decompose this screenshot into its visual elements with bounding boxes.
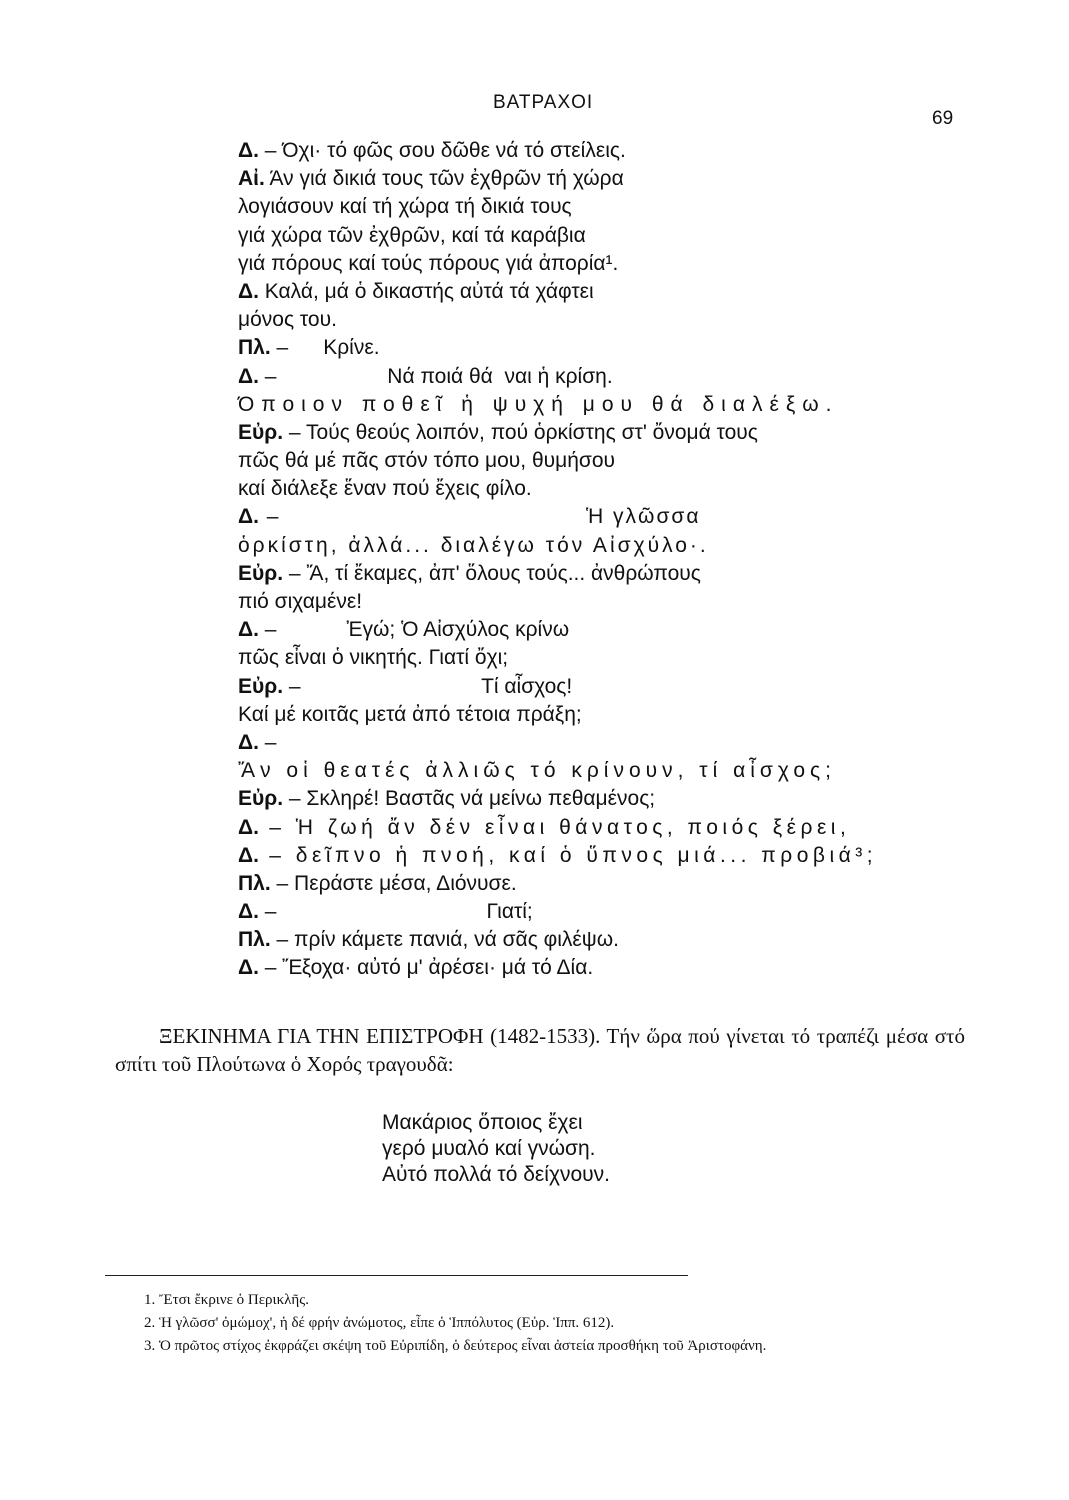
dialogue-line	[238, 137, 998, 165]
chorus-line: Μακάριος ὅποιος ἔχει	[382, 1111, 583, 1134]
line-text: μόνος του.	[238, 308, 337, 332]
line-text: – Ἡ γλῶσσα	[258, 505, 701, 529]
narration-paragraph: ΞΕΚΙΝΗΜΑ ΓΙΑ ΤΗΝ ΕΠΙΣΤΡΟΦΗ (1482-1533). Τήν ὥρα πού γίνεται τό τραπέζι μέσα στό σπίτι τοῦ Πλούτωνα ὁ Χορός τραγουδᾶ:	[115, 1024, 965, 1076]
line-text: – πρίν κάμετε πανιά, νά σᾶς φιλέψω.	[270, 928, 619, 952]
chorus-line: γερό μυαλό καί γνώση.	[382, 1137, 596, 1160]
dialogue-line	[238, 701, 998, 729]
line-text: – Όχι· τό φῶς σου δῶθε νά τό στείλεις.	[258, 139, 626, 162]
line-text: ὁρκίστη, ἀλλά... διαλέγω τόν Αἰσχύλο·.	[238, 533, 709, 557]
dialogue-line	[238, 757, 998, 785]
page-number: 69	[932, 108, 954, 129]
speaker-label: Πλ.	[238, 871, 271, 895]
chorus-line: Αὐτό πολλά τό δείχνουν.	[382, 1163, 610, 1186]
line-text: – Ἄ, τί ἔκαμες, ἀπ' ὅλους τούς... ἀνθρώπους	[283, 561, 701, 585]
dialogue-line	[238, 842, 998, 870]
dialogue-line	[238, 926, 998, 954]
speaker-label: Δ.	[238, 139, 259, 162]
line-text: Καλά, μά ὁ δικαστής αὐτά τά χάφτει	[258, 279, 594, 303]
speaker-label: Εὐρ.	[238, 420, 284, 444]
line-text: Άν γιά δικιά τους τῶν ἐχθρῶν τή χώρα	[264, 167, 624, 191]
line-text: Καί μέ κοιτᾶς μετά ἀπό τέτοια πράξη;	[238, 702, 582, 726]
speaker-label: Δ.	[238, 364, 259, 388]
footnote: 1. Ἔτσι ἔκρινε ὁ Περικλῆς.	[144, 1292, 309, 1308]
line-text: – Γιατί;	[258, 900, 533, 924]
speaker-label: Δ.	[238, 900, 259, 924]
footnote-divider	[105, 1275, 688, 1276]
speaker-label: Δ.	[238, 618, 259, 642]
dialogue-line	[238, 616, 998, 644]
dialogue-line	[238, 644, 998, 672]
line-text: πῶς θά μέ πᾶς στόν τόπο μου, θυμήσου	[238, 449, 616, 473]
dialogue-line	[238, 165, 998, 193]
dialogue-line	[238, 475, 998, 503]
footnote: 2. Ἡ γλῶσσ' ὀμώμοχ', ἡ δέ φρήν ἀνώμοτος, εἶπε ὁ Ἱππόλυτος (Εὐρ. Ἱππ. 612).	[144, 1315, 615, 1331]
dialogue-block	[238, 137, 998, 983]
speaker-label: Δ.	[238, 505, 259, 529]
dialogue-line	[238, 588, 998, 616]
line-text: Όποιον ποθεῖ ἡ ψυχή μου θά διαλέξω.	[238, 392, 839, 416]
dialogue-line	[238, 363, 998, 391]
dialogue-line	[238, 222, 998, 250]
line-text: – Περάστε μέσα, Διόνυσε.	[270, 871, 517, 895]
dialogue-line	[238, 306, 998, 334]
dialogue-line	[238, 447, 998, 475]
dialogue-line	[238, 503, 998, 531]
speaker-label: Πλ.	[238, 336, 271, 360]
dialogue-line	[238, 814, 998, 842]
line-text: – Ἡ ζωή ἄν δέν εἶναι θάνατος, ποιός ξέρει,	[258, 815, 851, 839]
dialogue-line	[238, 785, 998, 813]
line-text: – Κρίνε.	[270, 336, 380, 360]
running-title: ΒΑΤΡΑΧΟΙ	[493, 92, 594, 113]
line-text: πῶς εἶναι ὁ νικητής. Γιατί ὄχι;	[238, 646, 509, 670]
dialogue-line	[238, 560, 998, 588]
line-text: – Νά ποιά θά ναι ἡ κρίση.	[258, 364, 613, 388]
speaker-label: Αἰ.	[238, 167, 265, 191]
dialogue-line	[238, 278, 998, 306]
chorus-song	[382, 1110, 610, 1188]
speaker-label: Εὐρ.	[238, 674, 284, 698]
line-text: γιά χώρα τῶν ἐχθρῶν, καί τά καράβια	[238, 223, 586, 247]
speaker-label: Δ.	[238, 279, 259, 303]
line-text: – Τί αἶσχος!	[283, 674, 573, 698]
line-text: – Ἔξοχα· αὐτό μ' ἀρέσει· μά τό Δία.	[258, 956, 594, 980]
speaker-label: Πλ.	[238, 928, 271, 952]
line-text: – Σκληρέ! Βαστᾶς νά μείνω πεθαμένος;	[283, 787, 656, 811]
line-text: – Τούς θεούς λοιπόν, πού ὁρκίστης στ' ὄνομά τους	[283, 420, 758, 444]
line-text: Ἄν οἱ θεατές ἀλλιῶς τό κρίνουν, τί αἶσχος;	[238, 759, 836, 783]
dialogue-line	[238, 870, 998, 898]
line-text: –	[258, 730, 277, 754]
footnote: 3. Ὁ πρῶτος στίχος ἐκφράζει σκέψη τοῦ Εὐριπίδη, ὁ δεύτερος εἶναι ἀστεία προσθήκη τοῦ Ἀριστοφάνη.	[144, 1338, 767, 1354]
footnotes	[100, 1290, 962, 1359]
dialogue-line	[238, 419, 998, 447]
speaker-label: Δ.	[238, 730, 259, 754]
dialogue-line	[238, 898, 998, 926]
dialogue-line	[238, 334, 998, 362]
dialogue-line	[238, 673, 998, 701]
dialogue-line	[238, 729, 998, 757]
speaker-label: Δ.	[238, 815, 259, 839]
line-text: – δεῖπνο ἡ πνοή, καί ὁ ὕπνος μιά... προβιά³;	[258, 843, 878, 867]
speaker-label: Δ.	[238, 843, 259, 867]
dialogue-line	[238, 193, 998, 221]
line-text: – Ἐγώ; Ὁ Αἰσχύλος κρίνω	[258, 618, 570, 642]
speaker-label: Εὐρ.	[238, 787, 284, 811]
line-text: γιά πόρους καί τούς πόρους γιά ἀπορία¹.	[238, 251, 619, 275]
speaker-label: Δ.	[238, 956, 259, 980]
dialogue-line	[238, 250, 998, 278]
line-text: λογιάσουν καί τή χώρα τή δικιά τους	[238, 195, 572, 219]
dialogue-line	[238, 532, 998, 560]
dialogue-line	[238, 954, 998, 982]
speaker-label: Εὐρ.	[238, 561, 284, 585]
dialogue-line	[238, 391, 998, 419]
line-text: καί διάλεξε ἕναν πού ἔχεις φίλο.	[238, 477, 532, 501]
line-text: πιό σιχαμένε!	[238, 590, 363, 613]
